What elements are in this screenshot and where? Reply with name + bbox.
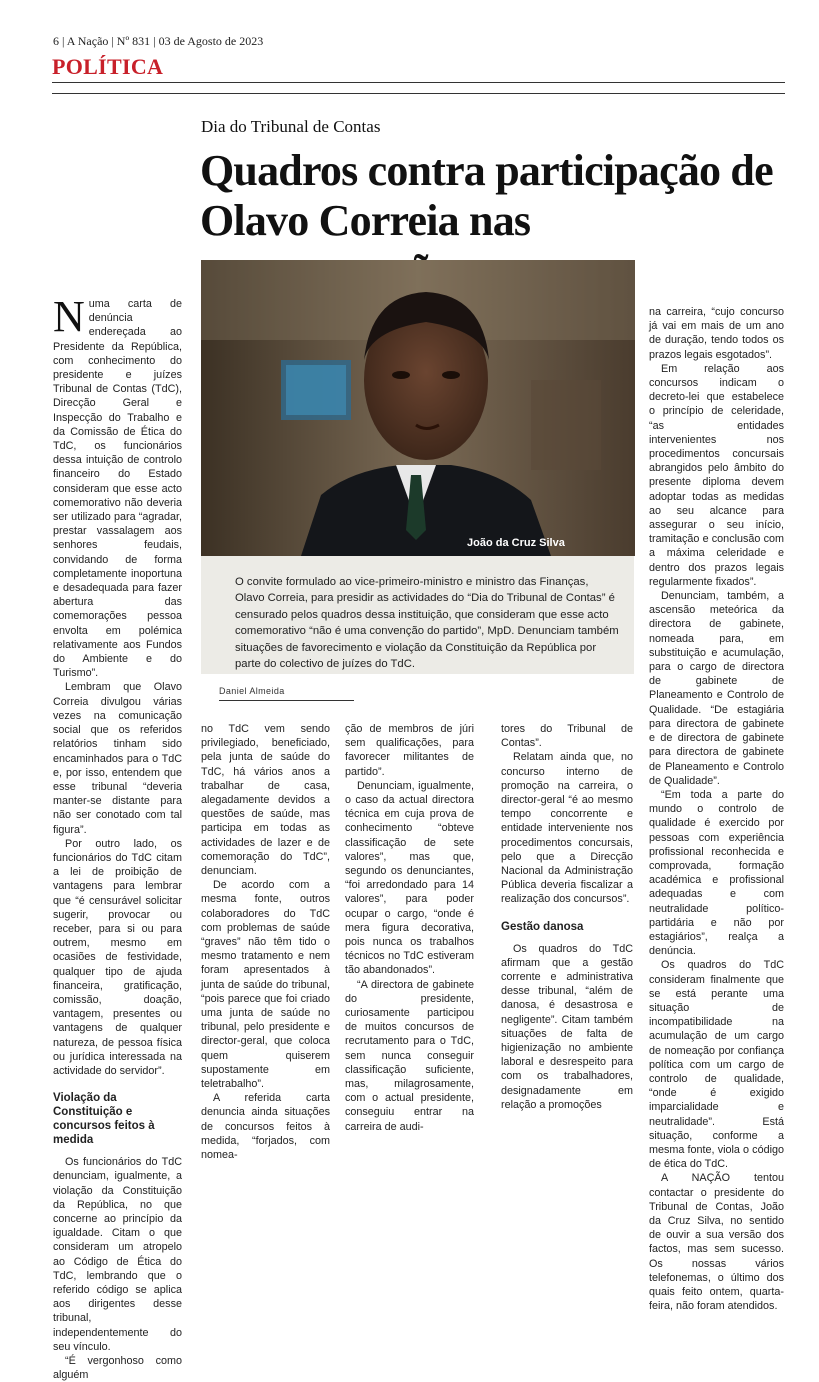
paragraph: Denunciam, igualmente, o caso da actual directora técnica em cuja prova de conhecimento “obteve classificação de sete valores”, mas que, segundo os denunciantes, “foi arredondado para 14 valores”, para poder ocupar o cargo, “onde é mera figura decorativa, pois nunca os trabalhos técnicos no TdC estiveram tão abandonados”. (345, 779, 474, 977)
paragraph: Os quadros do TdC consideram finalmente que se está perante uma situação de incompatibilidade na acumulação de um cargo de nomeação por confiança política com um cargo de controlo de qualidade, “onde é exigido imparcialidade e neutralidade”. Está situação, conforme a mesma fonte, viola o código de ética do TdC. (649, 959, 784, 1171)
header-divider (52, 82, 785, 83)
paragraph: uma carta de denúncia endereçada ao Presidente da República, com conhecimento do presidente e juízes Tribunal de Contas (TdC), Direcção Geral e Inspecção do Trabalho e da Comissão de Ética do TdC, os funcionários dessa intuição de controlo financeiro do Estado consideram que esse acto comemorativo não deveria ser utilizado para “agradar, prestar vassalagem aos senhores feudais, convidando de forma completamente inoportuna e desadequada para fazer abertura das comemorações pessoa envolta em polémica relativamente aos Fundos do Ambiente e do Turismo”. (53, 298, 182, 680)
paragraph: Em relação aos concursos indicam o decreto-lei que estabelece o princípio de celeridade, “as entidades intervenientes nos procedimentos concursais abrangidos pelo âmbito do presente diploma devem adoptar todas as medidas ao seu alcance para assegurar o seu início, tramitação e conclusão com a máxima celeridade e dentro dos prazos legais regularmente fixados”. (649, 362, 784, 588)
paragraph: tores do Tribunal de Contas”. (501, 723, 633, 750)
paragraph: A NAÇÃO tentou contactar o presidente do Tribunal de Contas, João da Cruz Silva, no sentido de ouvir a sua versão dos factos, mas sem sucesso. Os nossas vários telefonemas, o último dos quais feito ontem, quarta-feira, não foram atendidos. (649, 1172, 784, 1313)
article-kicker: Dia do Tribunal de Contas (201, 117, 381, 136)
headline-line-1: Quadros contra participação de (200, 146, 773, 195)
column-5 (649, 305, 784, 1313)
article-photo (201, 260, 635, 556)
paragraph: “É vergonhoso como alguém (53, 1355, 182, 1382)
subheading: Violação da Constituição e concursos feitos à medida (53, 1092, 155, 1147)
drop-cap: N (53, 292, 85, 341)
column-3 (345, 722, 474, 1134)
column-1 (53, 292, 182, 1382)
paragraph: na carreira, “cujo concurso já vai em mais de um ano de duração, tendo todos os prazos legais esgotados”. (649, 306, 784, 361)
paragraph: “A directora de gabinete do presidente, curiosamente participou de muitos concursos de recrutamento para o TdC, sem nunca conseguir classificação suficiente, mas, milagrosamente, com o actual presidente, conseguiu entrar na carreira de audi- (345, 978, 474, 1133)
column-2 (201, 722, 330, 1162)
paragraph: “Em toda a parte do mundo o controlo de qualidade é exercido por pessoas com experiência profissional reconhecida e comprovada, formação académica e profissional adequadas e com neutralidade político-partidária e não por estagiários”, realça a denúncia. (649, 788, 784, 958)
lead-text: O convite formulado ao vice-primeiro-ministro e ministro das Finanças, Olavo Correia, para presidir as actividades do “Dia do Tribunal de Contas” é censurado pelos quadros dessa instituição, que consideram que esse acto comemorativo “não é uma convenção do partido”, MpD. Denunciam também situações de favorecimento e violação da Constituição da República por parte do colectivo de juízes do TdC. (235, 576, 619, 671)
headline-line-2: Olavo Correia nas (200, 196, 531, 245)
paragraph: no TdC vem sendo privilegiado, beneficiado, pela junta de saúde do TdC, há vários anos a trabalhar de casa, alegadamente devidos a questões de saúde, mas participa em todas as actividades de lazer e de comemoração do TdC”, denunciam. (201, 723, 330, 878)
page-header-info: 6 | A Nação | Nº 831 | 03 de Agosto de 2023 (53, 34, 264, 48)
subheading: Gestão danosa (501, 920, 584, 933)
byline-rule (219, 700, 354, 701)
section-title: POLÍTICA (52, 54, 164, 79)
photo-caption: João da Cruz Silva (467, 537, 565, 549)
paragraph: Denunciam, também, a ascensão meteórica da directora de gabinete, nomeada para, em substituição e acumulação, para o cargo de directora de gabinete de Planeamento e Controlo de Qualidade. “De estagiária para directora de gabinete e de directora de gabinete para directora de gabinete de Planeamento e Controlo de Qualidade”. (649, 590, 784, 787)
paragraph: Os quadros do TdC afirmam que a gestão corrente e administrativa desse tribunal, “além de danosa, é desastrosa e negligente”. Citam também situações de falta de higienização no ambiente laboral e desrespeito para com os trabalhadores, designadamente em relação a promoções (501, 942, 633, 1111)
paragraph: Relatam ainda que, no concurso interno de promoção na carreira, o director-geral “é ao mesmo tempo concorrente e entidade interveniente nos procedimentos concursais, pelo que a Direcção Nacional da Administração Pública deveria fiscalizar a realização dos concursos”. (501, 751, 633, 906)
paragraph: A referida carta denuncia ainda situações de concursos feitos à medida, “forjados, com nomea- (201, 1092, 330, 1162)
byline: Daniel Almeida (219, 686, 285, 696)
paragraph: ção de membros de júri sem qualificações, para favorecer militantes de partido”. (345, 723, 474, 778)
column-4 (501, 722, 633, 1112)
header-divider-lower (52, 93, 785, 94)
paragraph: Lembram que Olavo Correia divulgou várias vezes na comunicação social que os referidos relatórios tinham sido encaminhados para o TdC e, por isso, entendem que esse tribunal “deveria manter-se distante para não ser conotado com tal figura”. (53, 681, 182, 836)
paragraph: De acordo com a mesma fonte, outros colaboradores do TdC com problemas de saúde “graves” não têm tido o mesmo tratamento e nem foram apresentados à junta de saúde do tribunal, “pois parece que foi criado uma junta de saúde no tribunal, pelo presidente e director-geral, que coloca quem quiserem supostamente em teletrabalho”. (201, 879, 330, 1091)
paragraph: Os funcionários do TdC denunciam, igualmente, a violação da Constituição da República, no que concerne ao princípio da igualdade. Citam o que consideram um atropelo ao Código de Ética do TdC, lembrando que o referido código se aplica aos dirigentes desse tribunal, independentemente do seu vínculo. (53, 1156, 182, 1353)
paragraph: Por outro lado, os funcionários do TdC citam a lei de proibição de vantagens para lembrar que “é censurável solicitar sugerir, provocar ou receber, para si ou para outrem, mesmo em ocasiões de festividade, qualquer tipo de ajuda financeira, gratificação, comissão, doação, vantagem, presentes ou vantagens de qualquer natureza, de pessoa física ou jurídica interessada na actividade do servidor”. (53, 837, 182, 1077)
